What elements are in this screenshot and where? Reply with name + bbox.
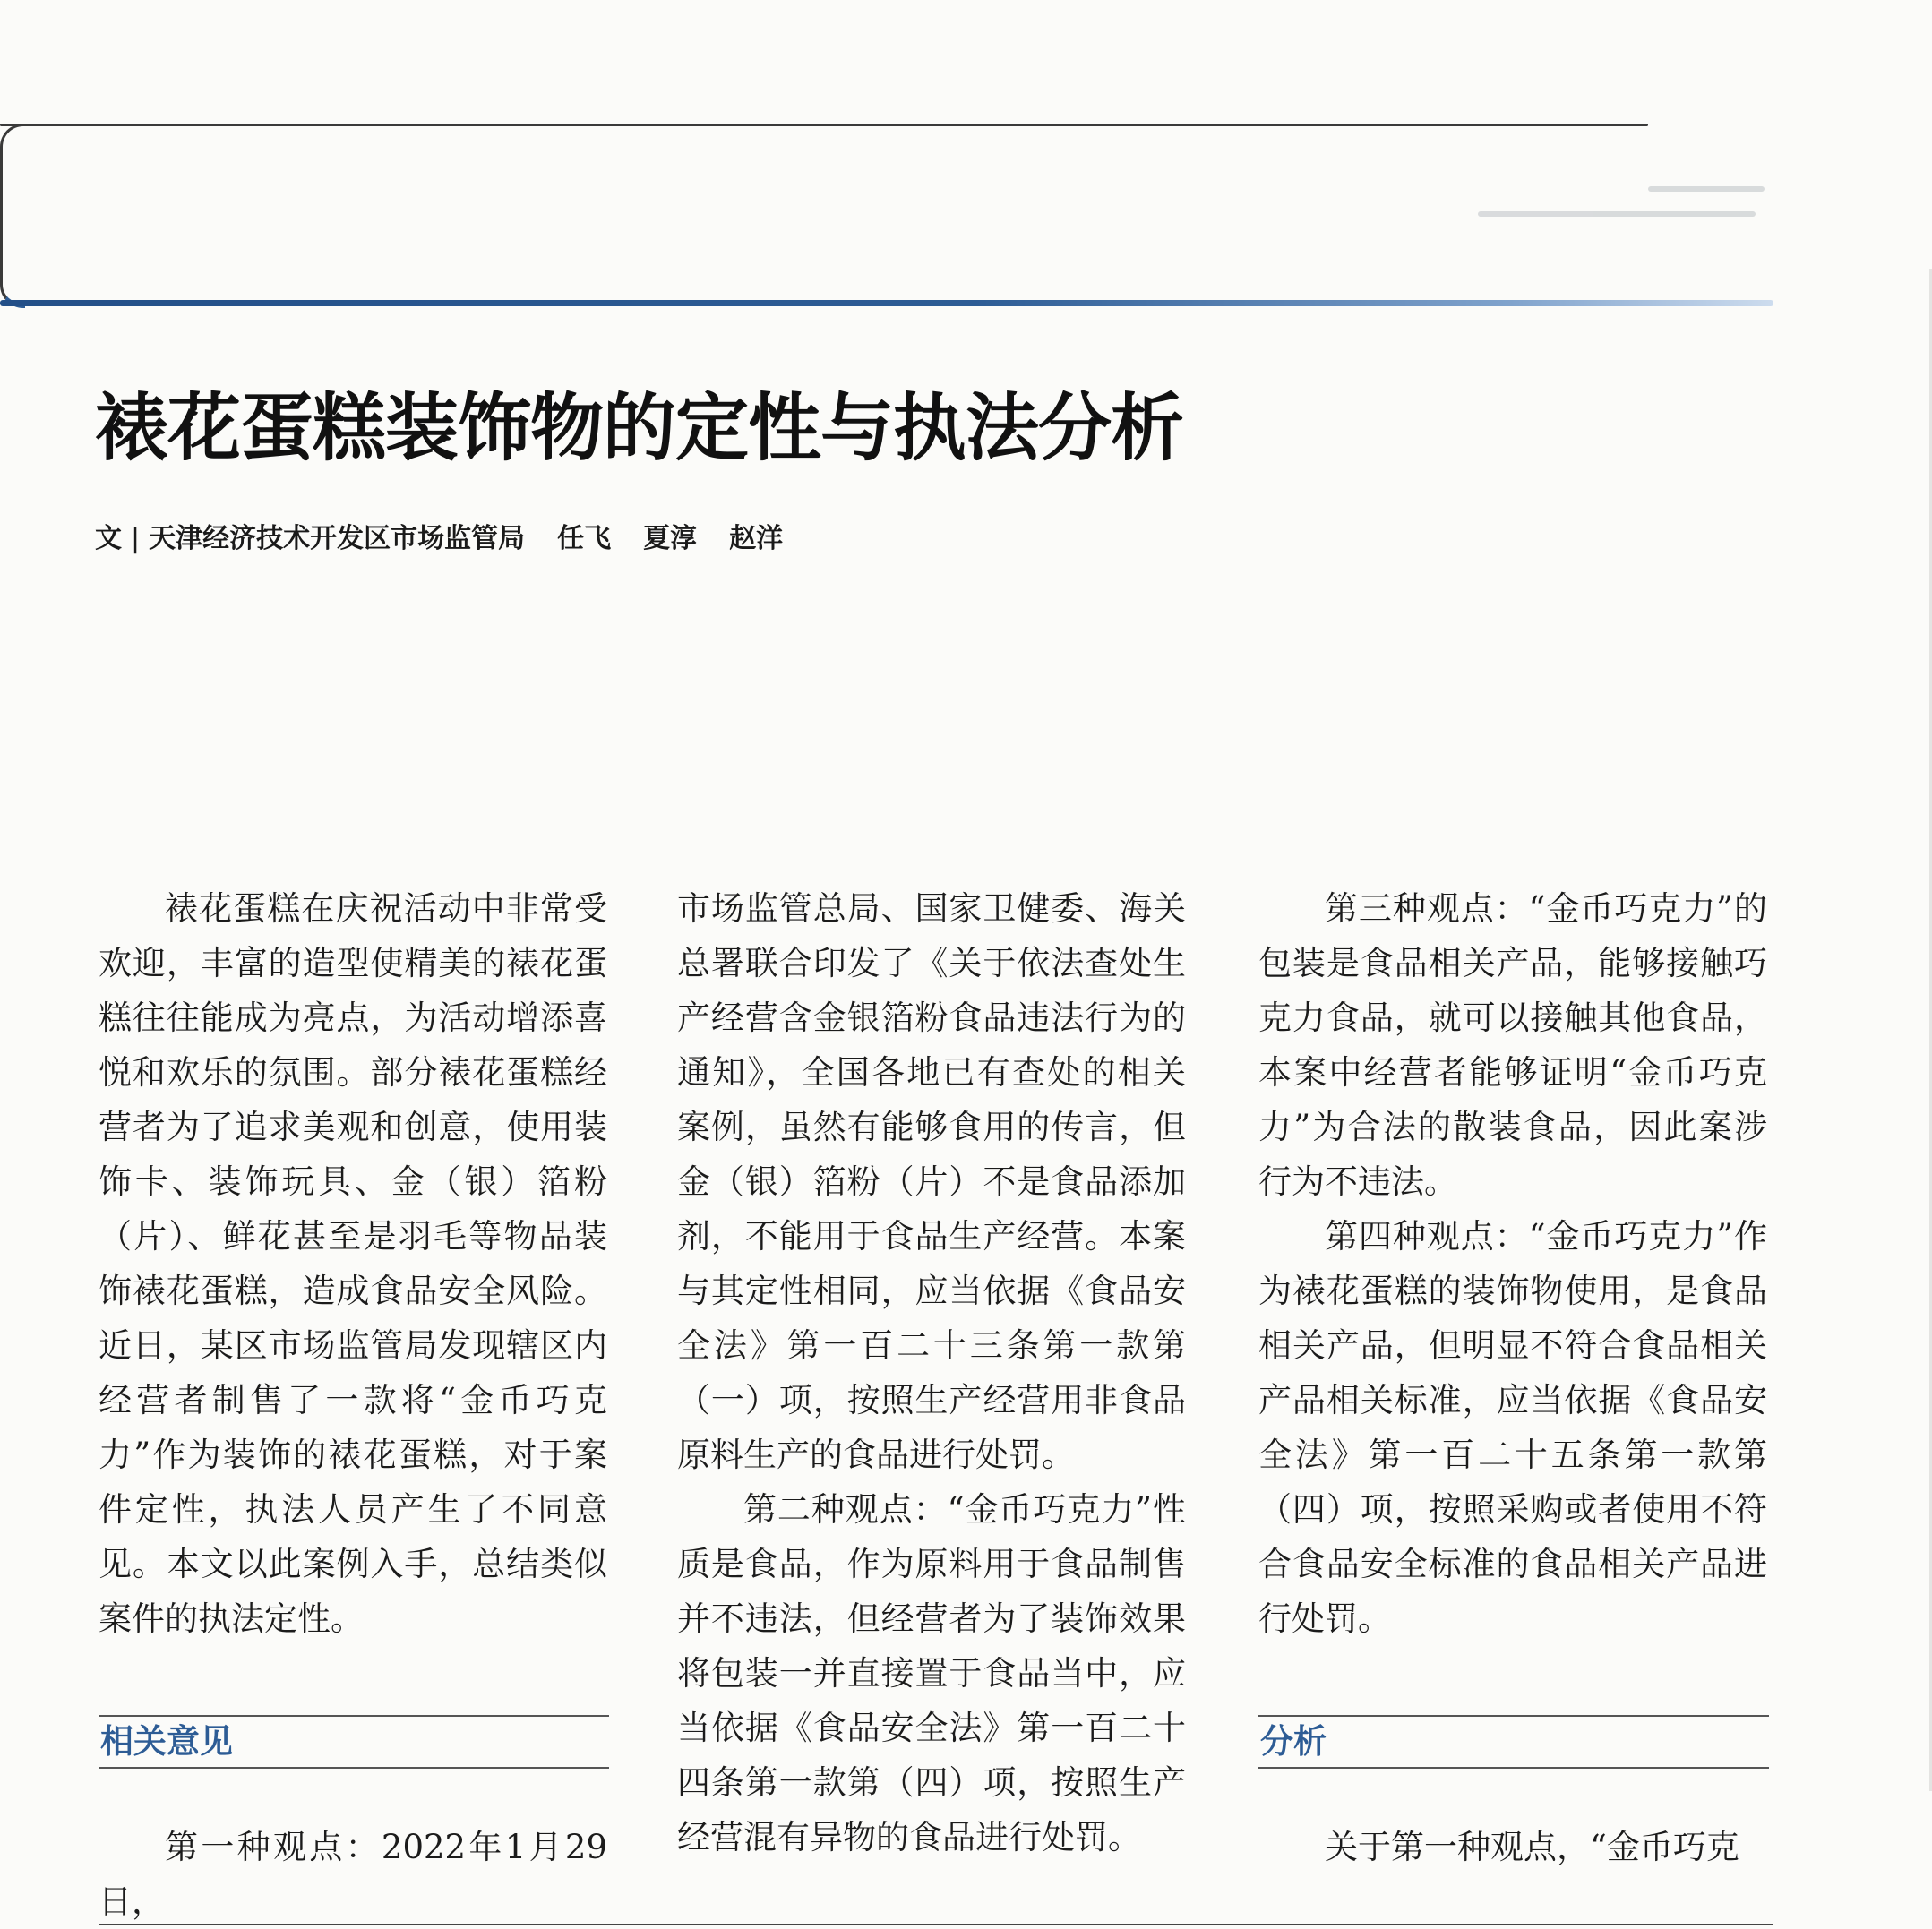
section-heading-analysis [1258, 1715, 1769, 1769]
column-3 [1258, 881, 1767, 1646]
page-bottom-rule [99, 1924, 1773, 1925]
section-heading-label: 分析 [1260, 1722, 1327, 1761]
header-corner-bracket [0, 124, 25, 308]
byline-author: 任飞 [557, 523, 612, 554]
byline-author: 赵洋 [729, 523, 784, 554]
article-title: 裱花蛋糕装饰物的定性与执法分析 [95, 386, 1184, 471]
third-view-paragraph: 第三种观点：“金币巧克力”的包装是食品相关产品，能够接触巧克力食品，就可以接触其他食品，本案中经营者能够证明“金币巧克力”为合法的散装食品，因此案涉行为不违法。 [1258, 889, 1767, 1201]
paragraph: 第一种观点：2022年1月29日， [99, 1828, 607, 1921]
fourth-view-paragraph: 第四种观点：“金币巧克力”作为裱花蛋糕的装饰物使用，是食品相关产品，但明显不符合食品相关产品相关标准，应当依据《食品安全法》第一百二十五条第一款第（四）项，按照采购或者使用不符合食品安全标准的食品相关产品进行处罚。 [1258, 1217, 1767, 1638]
header-band [0, 124, 1773, 308]
analysis-opening [1258, 1820, 1767, 1874]
intro-paragraph: 裱花蛋糕在庆祝活动中非常受欢迎，丰富的造型使精美的裱花蛋糕往往能成为亮点，为活动增添喜悦和欢乐的氛围。部分裱花蛋糕经营者为了追求美观和创意，使用装饰卡、装饰玩具、金（银）箔粉（片）、鲜花甚至是羽毛等物品装饰裱花蛋糕，造成食品安全风险。近日，某区市场监管局发现辖区内经营者制售了一款将“金币巧克力”作为装饰的裱花蛋糕，对于案件定性，执法人员产生了不同意见。本文以此案例入手，总结类似案件的执法定性。 [99, 889, 607, 1638]
header-faint-text-ghost [1478, 186, 1765, 240]
paragraph: 关于第一种观点，“金币巧克 [1325, 1828, 1739, 1866]
column-2 [677, 881, 1186, 1865]
byline [95, 523, 784, 554]
byline-author: 夏淳 [643, 523, 698, 554]
byline-organization: 天津经济技术开发区市场监管局 [149, 523, 526, 554]
first-view-opening [99, 1820, 607, 1929]
byline-separator: | [131, 523, 141, 554]
column-1 [99, 881, 607, 1646]
section-heading-label: 相关意见 [100, 1722, 233, 1761]
header-blue-rule [0, 300, 1773, 306]
second-view-paragraph: 第二种观点：“金币巧克力”性质是食品，作为原料用于食品制售并不违法，但经营者为了装饰效果将包装一并直接置于食品当中，应当依据《食品安全法》第一百二十四条第一款第（四）项，按照生产经营混有异物的食品进行处罚。 [677, 1490, 1186, 1856]
header-top-rule [0, 124, 1648, 126]
first-view-continuation: 市场监管总局、国家卫健委、海关总署联合印发了《关于依法查处生产经营含金银箔粉食品违法行为的通知》，全国各地已有查处的相关案例，虽然有能够食用的传言，但金（银）箔粉（片）不是食品添加剂，不能用于食品生产经营。本案与其定性相同，应当依据《食品安全法》第一百二十三条第一款第（一）项，按照生产经营用非食品原料生产的食品进行处罚。 [677, 889, 1186, 1474]
byline-prefix: 文 [95, 523, 122, 554]
section-heading-opinions [99, 1715, 609, 1769]
